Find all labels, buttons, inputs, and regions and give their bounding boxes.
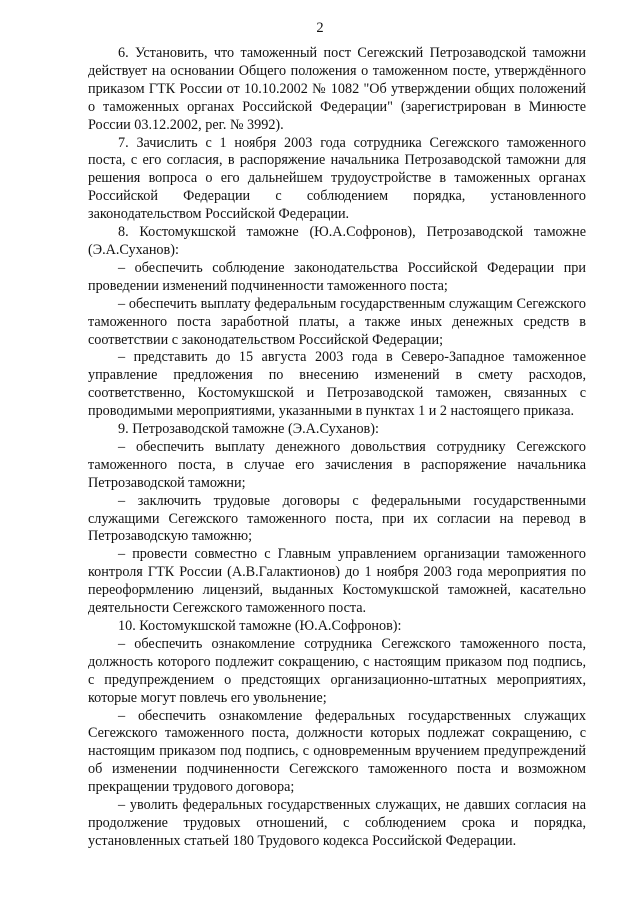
- paragraph-8: 8. Костомукшской таможне (Ю.А.Софронов), Петрозаводской таможне (Э.А.Суханов):: [88, 224, 586, 258]
- paragraph-9-item-3: – провести совместно с Главным управлением организации таможенного контроля ГТК России (А.В.Галактионов) до 1 ноября 2003 года мероприятия по переоформлению лицензий, выданных Костомукшской таможней, касательно деятельности Сегежского таможенного поста.: [88, 546, 586, 617]
- paragraph-10: 10. Костомукшской таможне (Ю.А.Софронов):: [118, 618, 402, 634]
- document-body: [88, 45, 586, 851]
- paragraph-10-item-3: – уволить федеральных государственных служащих, не давших согласия на продолжение трудовых отношений, с соблюдением срока и порядка, установленных статьей 180 Трудового кодекса Российской Федерации.: [88, 797, 586, 849]
- paragraph-10-item-1: – обеспечить ознакомление сотрудника Сегежского таможенного поста, должность которого подлежит сокращению, с настоящим приказом под подпись, с предупреждением о предстоящих организационно-штатных мероприятиях, которые могут повлечь его увольнение;: [88, 635, 586, 706]
- paragraph-10-item-2: – обеспечить ознакомление федеральных государственных служащих Сегежского таможенного поста, должности которых подлежат сокращению, с настоящим приказом под подпись, с одновременным вручением предупреждений об изменении подчиненности Сегежского таможенного поста и возможном прекращении трудового договора;: [88, 707, 586, 796]
- paragraph-9-item-1: – обеспечить выплату денежного довольствия сотруднику Сегежского таможенного поста, в случае его зачисления в распоряжение начальника Петрозаводской таможни;: [88, 438, 586, 491]
- paragraph-8-item-1: – обеспечить соблюдение законодательства Российской Федерации при проведении изменений подчиненности таможенного поста;: [88, 259, 586, 294]
- paragraph-7: 7. Зачислить с 1 ноября 2003 года сотрудника Сегежского таможенного поста, с его согласия, в распоряжение начальника Петрозаводской таможни для решения вопроса о его дальнейшем трудоустройстве в таможенных органах Российской Федерации с соблюдением порядка, установленного законодательством Российской Федерации.: [88, 134, 586, 223]
- paragraph-8-item-2: – обеспечить выплату федеральным государственным служащим Сегежского таможенного поста заработной платы, а также иных денежных средств в соответствии с законодательством Российской Федерации;: [88, 295, 586, 348]
- page-number: 2: [316, 20, 324, 36]
- paragraph-9-item-2: – заключить трудовые договоры с федеральными государственными служащими Сегежского таможенного поста, при их согласии на перевод в Петрозаводскую таможню;: [88, 492, 586, 545]
- paragraph-8-item-3: – представить до 15 августа 2003 года в Северо-Западное таможенное управление предложения по внесению изменений в смету расходов, соответственно, Костомукшской и Петрозаводской таможен, связанных с проводимыми мероприятиями, указанными в пунктах 1 и 2 настоящего приказа.: [88, 349, 586, 420]
- paragraph-9: 9. Петрозаводской таможне (Э.А.Суханов):: [118, 421, 379, 438]
- paragraph-6: 6. Установить, что таможенный пост Сегежский Петрозаводской таможни действует на основании Общего положения о таможенном посте, утверждённого приказом ГТК России от 10.10.2002 № 1082 "Об утверждении общих положений о таможенных органах Российской Федерации" (зарегистрирован в Минюсте России 03.12.2002, рег. № 3992).: [88, 45, 586, 133]
